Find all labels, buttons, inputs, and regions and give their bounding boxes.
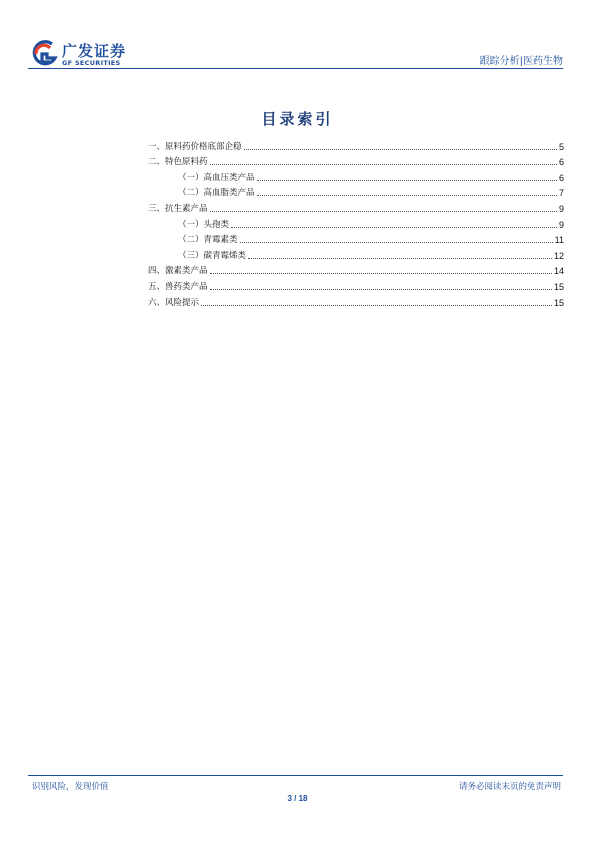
toc-entry-page[interactable]: 5 [558,141,564,152]
toc-leader-dots [210,164,557,165]
toc-entry[interactable] [148,262,564,278]
toc-entry-page[interactable]: 12 [553,250,564,261]
toc-entry[interactable] [148,277,564,293]
toc-entry[interactable] [148,293,564,309]
toc-entry-page[interactable]: 6 [558,157,564,168]
toc-entry-label[interactable]: （二）青霉素类 [178,235,238,246]
toc-leader-dots [210,211,557,212]
toc-entry-label[interactable]: （一）头孢类 [178,219,230,230]
footer-disclaimer: 请务必阅读末页的免责声明 [458,782,561,792]
toc-entry-page[interactable]: 9 [558,219,564,230]
toc-leader-dots [210,273,552,274]
table-of-contents [148,137,564,309]
toc-entry[interactable] [148,199,564,215]
toc-leader-dots [240,242,553,243]
footer-divider [28,775,563,776]
toc-entry-page[interactable]: 14 [553,266,564,277]
toc-entry[interactable] [148,215,564,231]
toc-leader-dots [210,289,552,290]
toc-entry-page[interactable]: 11 [554,235,564,246]
header-divider [28,68,563,69]
toc-entry[interactable] [148,153,564,169]
toc-leader-dots [231,227,557,228]
toc-leader-dots [257,180,557,181]
toc-entry-label[interactable]: 三、抗生素产品 [148,203,208,214]
toc-entry-label[interactable]: 一、原料药价格底部企稳 [148,141,242,152]
toc-entry-label[interactable]: （二）高血脂类产品 [178,188,255,199]
toc-entry-page[interactable]: 15 [553,281,564,292]
toc-entry-label[interactable]: 六、风险提示 [148,297,200,308]
gf-logo [30,40,160,68]
toc-leader-dots [201,305,552,306]
toc-entry[interactable] [148,168,564,184]
toc-entry-page[interactable]: 15 [553,297,564,308]
toc-leader-dots [257,195,557,196]
toc-entry[interactable] [148,246,564,262]
toc-entry-label[interactable]: 二、特色原料药 [148,157,208,168]
report-category: 跟踪分析|医药生物 [479,56,563,67]
footer-slogan: 识别风险，发现价值 [32,782,109,792]
toc-entry-page[interactable]: 9 [558,203,564,214]
toc-leader-dots [244,149,557,150]
toc-leader-dots [248,258,552,259]
toc-title: 目录索引 [261,110,334,128]
toc-entry-page[interactable]: 6 [558,172,564,183]
page-header [28,38,563,68]
toc-entry-page[interactable]: 7 [558,188,564,199]
logo-text-cn: 广发证券 [62,42,127,60]
toc-entry-label[interactable]: （三）碳青霉烯类 [178,250,247,261]
toc-entry-label[interactable]: 四、激素类产品 [148,266,208,277]
gf-logo-icon [30,40,58,68]
page-number: 3 / 18 [287,794,308,803]
toc-entry-label[interactable]: 五、兽药类产品 [148,281,208,292]
toc-entry[interactable] [148,184,564,200]
toc-entry[interactable] [148,231,564,247]
toc-entry-label[interactable]: （一）高血压类产品 [178,172,255,183]
toc-entry[interactable] [148,137,564,153]
logo-text-en: GF SECURITIES [62,59,121,67]
